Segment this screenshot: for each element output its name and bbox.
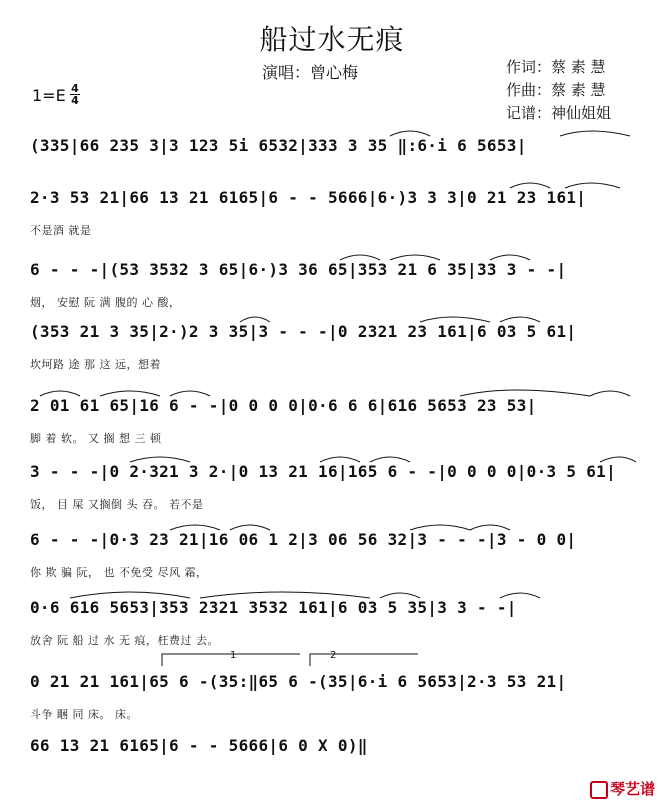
score-row-10 xyxy=(30,736,636,766)
transcriber-credit: 记谱：神仙姐姐 xyxy=(506,104,612,122)
lyrics-line: 饭， 目 屎 又搁倒 头 吞。 若不是 xyxy=(30,498,204,511)
score-row-3 xyxy=(30,260,636,309)
lyrics-line: 放舍 阮 船 过 水 无 痕，枉费过 去。 xyxy=(30,634,219,647)
time-signature xyxy=(70,83,80,106)
volta-second: 2 xyxy=(330,650,337,661)
time-bottom: 4 xyxy=(71,94,79,107)
score-row-2 xyxy=(30,188,636,237)
lyricist-credit: 作词：蔡 素 慧 xyxy=(506,58,606,76)
notation-line: (335|66 235 3|3 123 5i 6532|333 3 35 ‖:6·i 6 5653| xyxy=(30,136,527,155)
lyrics-line: 脚 着 软。 又 搁 想 三 顿 xyxy=(30,432,162,445)
key-signature: 1=E xyxy=(32,86,66,105)
notation-line: 0·6 616 5653|353 2321 3532 161|6 03 5 35|3 3 - -| xyxy=(30,598,517,617)
notation-line: (353 21 3 35|2·)2 3 35|3 - - -|0 2321 23 161|6 03 5 61| xyxy=(30,322,577,341)
notation-line: 6 - - -|0·3 23 21|16 06 1 2|3 06 56 32|3 - - -|3 - 0 0| xyxy=(30,530,577,549)
volta-first: 1 xyxy=(230,650,237,661)
site-logo xyxy=(590,778,655,799)
notation-line: 6 - - -|(53 3532 3 65|6·)3 36 65|353 21 6 35|33 3 - -| xyxy=(30,260,567,279)
notation-line: 2 01 61 65|16 6 - -|0 0 0 0|0·6 6 6|616 5653 23 53| xyxy=(30,396,537,415)
score-row-8 xyxy=(30,598,636,647)
notation-line: 0 21 21 161|65 6 -(35:‖65 6 -(35|6·i 6 5653|2·3 53 21| xyxy=(30,672,567,691)
score-row-7 xyxy=(30,530,636,579)
notation-line: 3 - - -|0 2·321 3 2·|0 13 21 16|165 6 - -|0 0 0 0|0·3 5 61| xyxy=(30,462,617,481)
song-title: 船过水无痕 xyxy=(259,23,405,56)
lyrics-line: 坎坷路 途 那 这 远，想着 xyxy=(30,358,161,371)
score-row-4 xyxy=(30,322,636,371)
score-row-5 xyxy=(30,396,636,445)
score-row-1 xyxy=(30,136,636,166)
lyrics-line: 烟， 安慰 阮 满 腹的 心 酸， xyxy=(30,296,181,309)
score-row-6 xyxy=(30,462,636,511)
notation-line: 2·3 53 21|66 13 21 6165|6 - - 5666|6·)3 3 3|0 21 23 161| xyxy=(30,188,587,207)
lyrics-line: 你 欺 骗 阮， 也 不免受 尽风 霜， xyxy=(30,566,208,579)
lyrics-line: 不是酒 就是 xyxy=(30,224,92,237)
volta-brackets xyxy=(160,652,420,666)
composer-credit: 作曲：蔡 素 慧 xyxy=(506,81,606,99)
singer-credit: 演唱：曾心梅 xyxy=(262,63,359,82)
lyrics-line: 斗争 睏 同 床。 床。 xyxy=(30,708,138,721)
score-row-9 xyxy=(30,650,636,721)
logo-icon xyxy=(590,781,608,799)
logo-text: 琴艺谱 xyxy=(610,780,656,798)
time-top: 4 xyxy=(71,82,79,95)
notation-line: 66 13 21 6165|6 - - 5666|6 0 X 0)‖ xyxy=(30,736,368,755)
